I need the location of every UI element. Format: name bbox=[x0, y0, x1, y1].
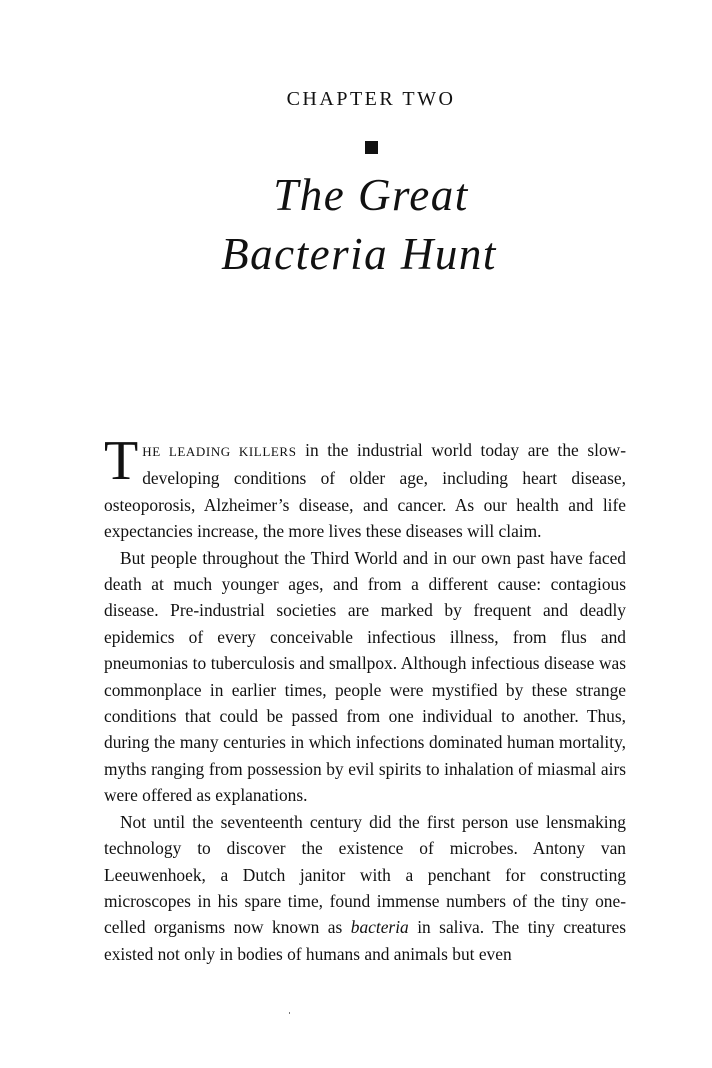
paragraph-3-text-end: in saliva. The tiny creatures existed not only in bodies of humans and animals but even bbox=[104, 917, 626, 964]
chapter-title-line-2: Bacteria Hunt bbox=[221, 229, 497, 279]
paragraph-2: But people throughout the Third World and in our own past have faced death at much younger ages, and from a different cause: contagious disease. Pre-industrial societies are marked by frequent and deadly epidemics of every conceivable infectious illness, from flus and pneumonias to tuberculosis and smallpox. Although infectious disease was commonplace in earlier times, people were mystified by these strange conditions that could be passed from one individual to another. Thus, during the many centuries in which infections dominated human mortality, myths ranging from possession by evil spirits to inhalation of miasmal airs were offered as explanations. bbox=[104, 547, 626, 806]
chapter-label: CHAPTER TWO bbox=[286, 88, 456, 110]
scan-speck bbox=[289, 1012, 290, 1014]
paragraph-1 bbox=[104, 430, 626, 545]
paragraph-3-text-start: Not until the seventeenth century did the first person use lensmaking technology to discover the existence of microbes. Antony van Leeuwenhoek, a Dutch janitor with a penchant for constructing microscopes in his spare time, found immense numbers of the tiny one-celled organisms now known as bbox=[104, 811, 626, 938]
paragraph-3 bbox=[104, 809, 626, 967]
emphasis-bacteria: bacteria bbox=[350, 917, 409, 938]
lead-in-smallcaps: HE LEADING KILLERS bbox=[142, 444, 297, 459]
drop-cap: T bbox=[104, 430, 139, 492]
chapter-title-line-1: The Great bbox=[273, 170, 469, 220]
paragraph-1-text: in the industrial world today are the slow-developing conditions of older age, including heart disease, osteoporosis, Alzheimer’s disease, and cancer. As our health and life expectancies increase, the more lives these diseases will claim. bbox=[104, 440, 626, 542]
body-text bbox=[104, 430, 626, 967]
chapter-ornament bbox=[365, 141, 378, 154]
